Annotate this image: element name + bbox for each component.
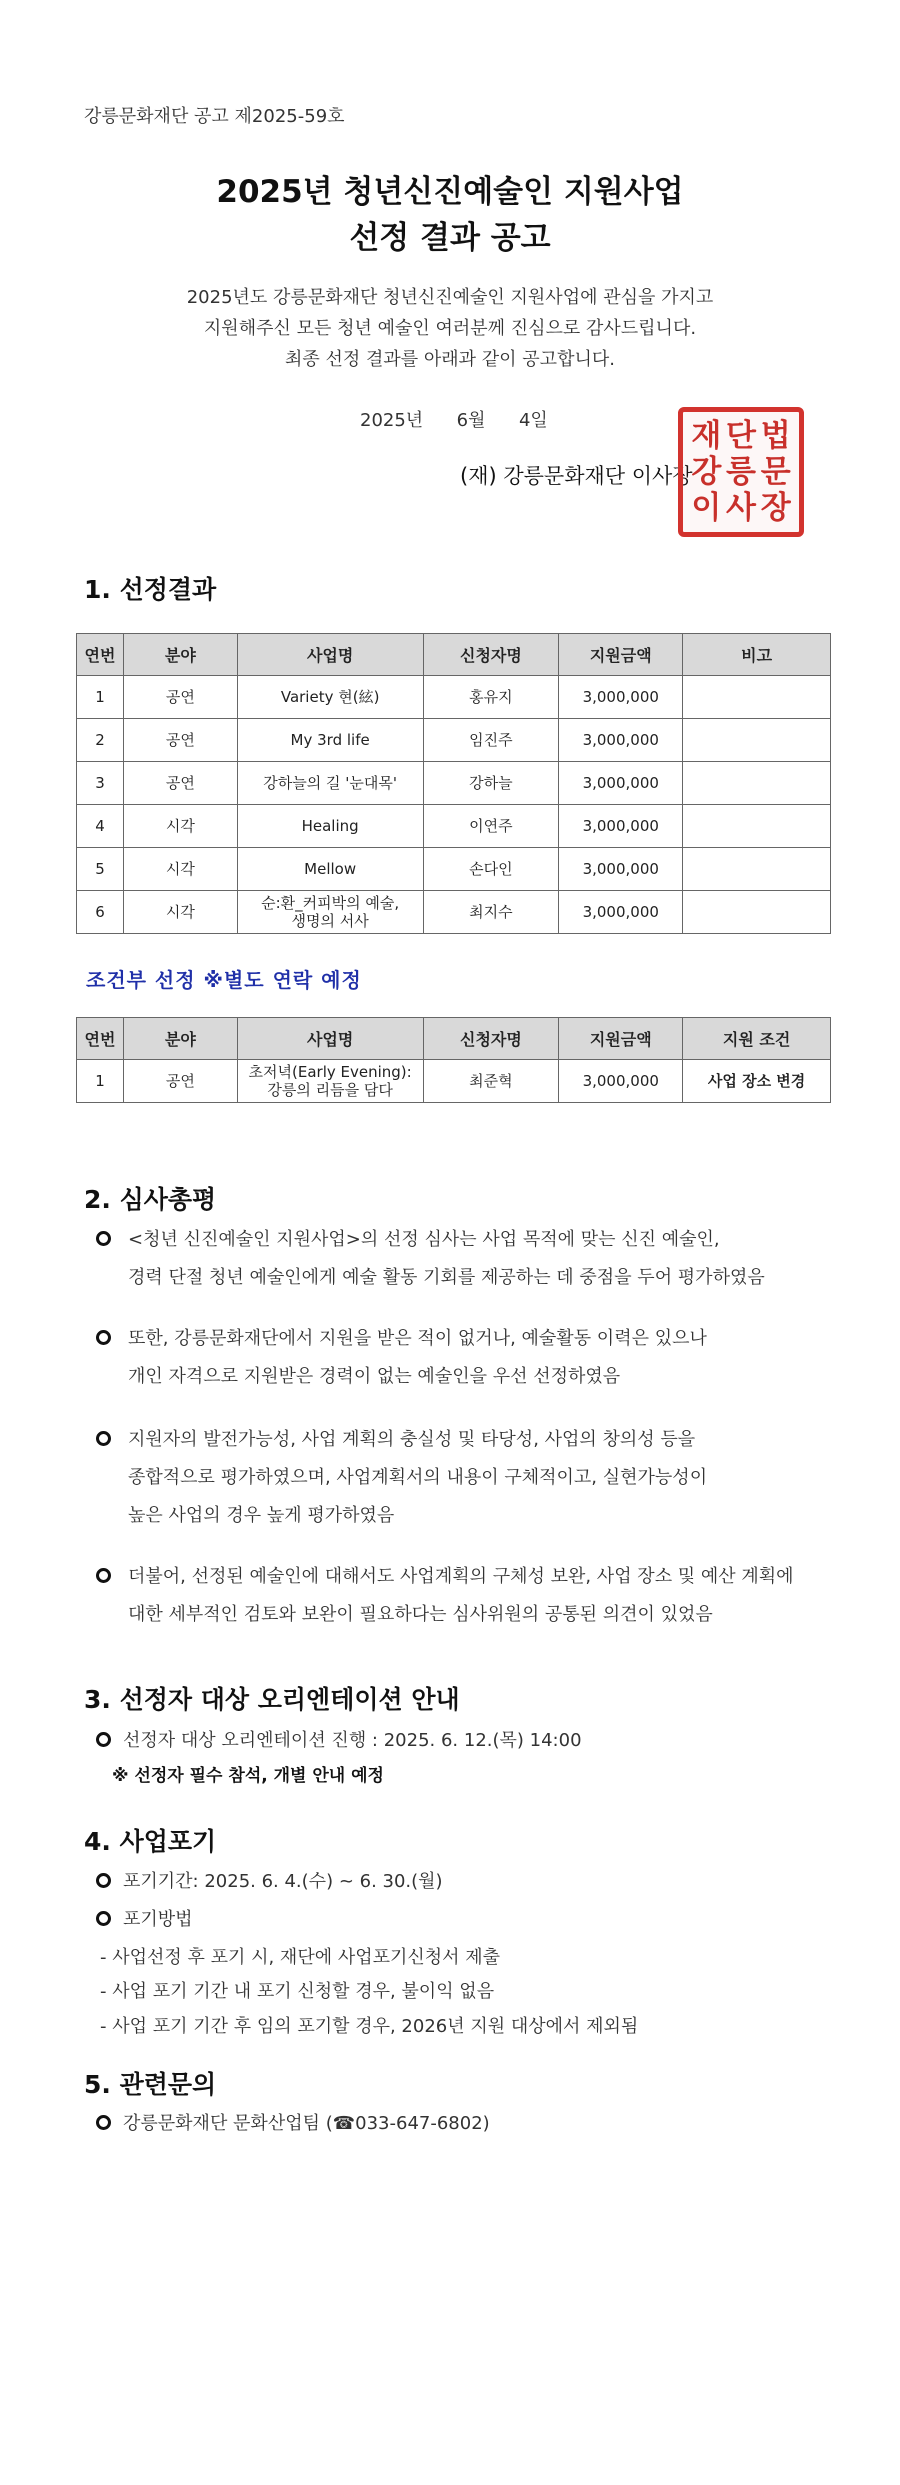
- review-bullet: [96, 1421, 836, 1535]
- column-header: 사업명: [237, 634, 423, 676]
- bullet-line: 개인 자격으로 지원받은 경력이 없는 예술인을 우선 선정하였음: [128, 1366, 621, 1387]
- column-header: 비고: [683, 634, 831, 676]
- notice-date: [360, 406, 548, 432]
- circle-bullet-icon: [96, 2115, 111, 2130]
- cell-project: [237, 1060, 423, 1103]
- review-bullet: [96, 1558, 836, 1634]
- review-bullet: [96, 1320, 836, 1396]
- cell-project: Healing: [237, 805, 423, 848]
- section1-heading: 1. 선정결과: [84, 575, 217, 604]
- cell-no: 1: [77, 1060, 124, 1103]
- cell-amount: 3,000,000: [559, 762, 683, 805]
- cell-applicant: 이연주: [423, 805, 559, 848]
- cell-note: [683, 805, 831, 848]
- cell-note: [683, 891, 831, 934]
- bullet-line: 대한 세부적인 검토와 보완이 필요하다는 심사위원의 공통된 의견이 있었음: [128, 1604, 713, 1625]
- withdrawal-period-text: 포기기간: 2025. 6. 4.(수) ~ 6. 30.(월): [123, 1871, 443, 1892]
- circle-bullet-icon: [96, 1320, 123, 1358]
- intro-line: 최종 선정 결과를 아래과 같이 공고합니다.: [285, 349, 615, 370]
- cell-note: [683, 676, 831, 719]
- contact-text: 강릉문화재단 문화산업팀 (☎033-647-6802): [123, 2113, 490, 2134]
- date-day: 4일: [518, 410, 548, 431]
- cell-field: 시각: [123, 891, 237, 934]
- date-month: 6월: [456, 410, 486, 431]
- project-name-line: 순:환_커피박의 예술,: [261, 894, 400, 912]
- cell-field: 공연: [123, 676, 237, 719]
- table-row: [77, 805, 831, 848]
- cell-no: 3: [77, 762, 124, 805]
- table-row: [77, 1060, 831, 1103]
- seal-glyph: 문: [760, 453, 791, 490]
- seal-glyph: 사: [726, 489, 756, 526]
- contact-info: [96, 2109, 490, 2135]
- cell-applicant: 손다인: [423, 848, 559, 891]
- review-bullet: [96, 1221, 836, 1297]
- section5-heading: 5. 관련문의: [84, 2070, 217, 2099]
- withdrawal-method: [96, 1905, 193, 1931]
- cell-note: [683, 719, 831, 762]
- table-row: [77, 891, 831, 934]
- cell-amount: 3,000,000: [559, 891, 683, 934]
- project-name-line: 강릉의 리듬을 담다: [267, 1081, 393, 1099]
- column-header: 분야: [123, 634, 237, 676]
- withdrawal-period: [96, 1867, 443, 1893]
- cell-amount: 3,000,000: [559, 848, 683, 891]
- intro-paragraph: [0, 282, 900, 375]
- cell-applicant: 홍유지: [423, 676, 559, 719]
- cell-field: 공연: [123, 1060, 237, 1103]
- circle-bullet-icon: [96, 1732, 111, 1747]
- page-title-line1: 2025년 청년신진예술인 지원사업: [216, 174, 684, 210]
- column-header: 사업명: [237, 1018, 423, 1060]
- cell-note: [683, 848, 831, 891]
- column-header: 지원 조건: [683, 1018, 831, 1060]
- notice-number: 강릉문화재단 공고 제2025-59호: [84, 106, 345, 127]
- circle-bullet-icon: [96, 1221, 123, 1259]
- column-header: 지원금액: [559, 1018, 683, 1060]
- cell-project: Variety 현(絃): [237, 676, 423, 719]
- orientation-item: [96, 1726, 582, 1752]
- column-header: 연번: [77, 634, 124, 676]
- cell-amount: 3,000,000: [559, 676, 683, 719]
- cell-project: [237, 891, 423, 934]
- seal-glyph: 장: [760, 489, 791, 526]
- project-name-line: 생명의 서사: [291, 912, 369, 930]
- seal-glyph: 법: [760, 417, 791, 454]
- bullet-line: 경력 단절 청년 예술인에게 예술 활동 기회를 제공하는 데 중점을 두어 평가하였음: [128, 1267, 765, 1288]
- bullet-line: 종합적으로 평가하였으며, 사업계획서의 내용이 구체적이고, 실현가능성이: [128, 1467, 708, 1488]
- conditional-selection-table: [76, 1017, 831, 1103]
- seal-glyph: 재: [691, 417, 722, 454]
- withdrawal-item: - 사업 포기 기간 내 포기 신청할 경우, 불이익 없음: [100, 1981, 495, 2002]
- selection-results-table: [76, 633, 831, 934]
- column-header: 신청자명: [423, 1018, 559, 1060]
- cell-applicant: 최준혁: [423, 1060, 559, 1103]
- column-header: 지원금액: [559, 634, 683, 676]
- bullet-line: <청년 신진예술인 지원사업>의 선정 심사는 사업 목적에 맞는 신진 예술인,: [128, 1229, 720, 1250]
- cell-project: My 3rd life: [237, 719, 423, 762]
- intro-line: 2025년도 강릉문화재단 청년신진예술인 지원사업에 관심을 가지고: [186, 287, 714, 308]
- table-row: [77, 676, 831, 719]
- cell-applicant: 임진주: [423, 719, 559, 762]
- cell-project: 강하늘의 길 '눈대목': [237, 762, 423, 805]
- bullet-line: 높은 사업의 경우 높게 평가하였음: [128, 1505, 395, 1526]
- seal-glyph: 단: [726, 417, 756, 454]
- withdrawal-item: - 사업선정 후 포기 시, 재단에 사업포기신청서 제출: [100, 1947, 501, 1968]
- cell-field: 공연: [123, 719, 237, 762]
- cell-no: 1: [77, 676, 124, 719]
- withdrawal-item: - 사업 포기 기간 후 임의 포기할 경우, 2026년 지원 대상에서 제외됨: [100, 2016, 639, 2037]
- circle-bullet-icon: [96, 1873, 111, 1888]
- section4-heading: 4. 사업포기: [84, 1827, 217, 1856]
- orientation-note: ※ 선정자 필수 참석, 개별 안내 예정: [112, 1766, 384, 1786]
- cell-field: 공연: [123, 762, 237, 805]
- table-header-row: [77, 1018, 831, 1060]
- column-header: 분야: [123, 1018, 237, 1060]
- cell-no: 5: [77, 848, 124, 891]
- column-header: 신청자명: [423, 634, 559, 676]
- bullet-line: 더불어, 선정된 예술인에 대해서도 사업계획의 구체성 보완, 사업 장소 및 예산 계획에: [128, 1566, 794, 1587]
- conditional-selection-title: 조건부 선정 ※별도 연락 예정: [86, 968, 362, 992]
- table-header-row: [77, 634, 831, 676]
- cell-amount: 3,000,000: [559, 1060, 683, 1103]
- table-row: [77, 762, 831, 805]
- cell-field: 시각: [123, 848, 237, 891]
- cell-applicant: 강하늘: [423, 762, 559, 805]
- bullet-line: 지원자의 발전가능성, 사업 계획의 충실성 및 타당성, 사업의 창의성 등을: [128, 1429, 696, 1450]
- project-name-line: 초저녁(Early Evening):: [248, 1063, 412, 1081]
- seal-glyph: 이: [691, 489, 722, 526]
- cell-project: Mellow: [237, 848, 423, 891]
- column-header: 연번: [77, 1018, 124, 1060]
- cell-no: 4: [77, 805, 124, 848]
- table-row: [77, 848, 831, 891]
- section2-heading: 2. 심사총평: [84, 1185, 217, 1214]
- section3-heading: 3. 선정자 대상 오리엔테이션 안내: [84, 1685, 460, 1714]
- circle-bullet-icon: [96, 1421, 123, 1459]
- table-row: [77, 719, 831, 762]
- intro-line: 지원해주신 모든 청년 예술인 여러분께 진심으로 감사드립니다.: [203, 318, 697, 339]
- page-title-line2: 선정 결과 공고: [349, 220, 551, 256]
- cell-no: 2: [77, 719, 124, 762]
- cell-applicant: 최지수: [423, 891, 559, 934]
- circle-bullet-icon: [96, 1558, 123, 1596]
- seal-glyph: 릉: [726, 453, 756, 490]
- date-year: 2025년: [360, 410, 424, 431]
- withdrawal-method-text: 포기방법: [123, 1909, 193, 1930]
- orientation-text: 선정자 대상 오리엔테이션 진행 : 2025. 6. 12.(목) 14:00: [123, 1730, 582, 1751]
- official-seal: [678, 407, 804, 537]
- cell-note: [683, 762, 831, 805]
- cell-no: 6: [77, 891, 124, 934]
- bullet-line: 또한, 강릉문화재단에서 지원을 받은 적이 없거나, 예술활동 이력은 있으나: [128, 1328, 707, 1349]
- circle-bullet-icon: [96, 1911, 111, 1926]
- seal-glyph: 강: [691, 453, 722, 490]
- cell-amount: 3,000,000: [559, 719, 683, 762]
- cell-field: 시각: [123, 805, 237, 848]
- cell-condition: 사업 장소 변경: [683, 1060, 831, 1103]
- organization-signature: (재) 강릉문화재단 이사장: [460, 464, 693, 488]
- cell-amount: 3,000,000: [559, 805, 683, 848]
